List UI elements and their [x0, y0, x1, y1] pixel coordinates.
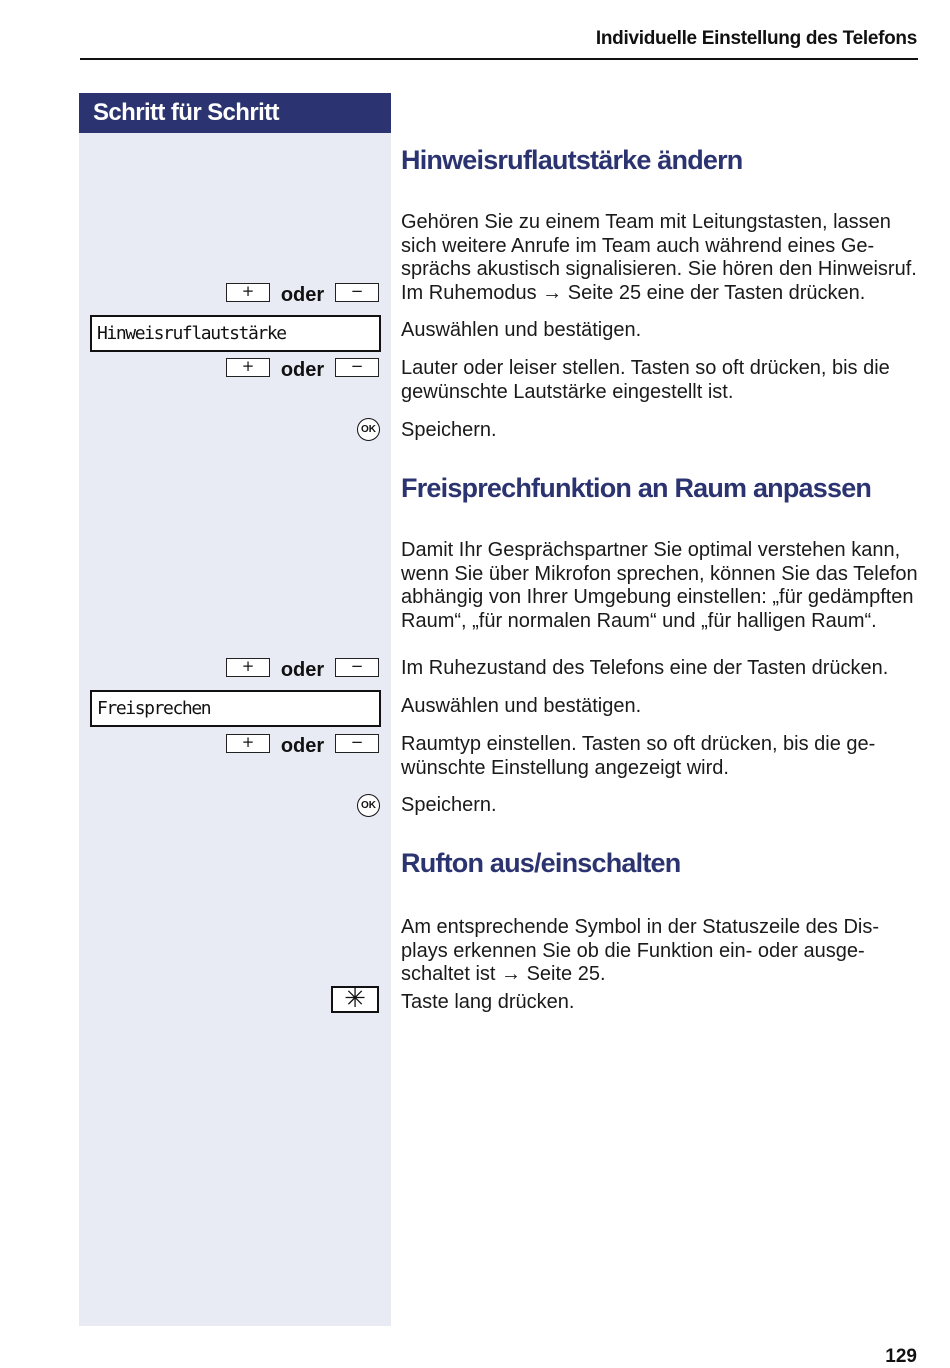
star-key-icon[interactable]: ✳	[331, 986, 379, 1013]
page-header-title: Individuelle Einstellung des Telefons	[595, 28, 917, 49]
minus-key-icon[interactable]: −	[335, 734, 379, 753]
minus-key-icon[interactable]: −	[335, 358, 379, 377]
or-label: oder	[280, 358, 325, 381]
or-label: oder	[280, 658, 325, 681]
step-text: Auswählen und bestätigen.	[401, 695, 642, 717]
step-text: Im Ruhezustand des Telefons eine der Tasten drücken.	[401, 657, 889, 679]
section-title-hinweisruf: Hinweisruflautstärke ändern	[401, 145, 743, 175]
header-rule	[80, 58, 918, 60]
plus-key-icon[interactable]: +	[226, 658, 270, 677]
sidebar-title: Schritt für Schritt	[79, 93, 391, 133]
plus-key-icon[interactable]: +	[226, 283, 270, 302]
section-title-freisprech: Freisprechfunktion an Raum anpassen	[401, 473, 872, 503]
step-text: Lauter oder leiser stellen. Tasten so oft drücken, bis die gewünschte Lautstärke eingestellt ist.	[401, 357, 890, 403]
section-title-rufton: Rufton aus/einschalten	[401, 848, 681, 878]
step-text: Speichern.	[401, 794, 497, 816]
or-label: oder	[280, 283, 325, 306]
ok-key-icon[interactable]: OK	[357, 418, 380, 441]
plus-key-icon[interactable]: +	[226, 734, 270, 753]
display-menu-item[interactable]: Freisprechen	[90, 690, 381, 727]
plus-minus-keys	[226, 656, 379, 681]
or-label: oder	[280, 734, 325, 757]
plus-minus-keys	[226, 732, 379, 757]
plus-minus-keys	[226, 281, 379, 306]
plus-key-icon[interactable]: +	[226, 358, 270, 377]
section-intro: Gehören Sie zu einem Team mit Leitungstasten, lassen sich weitere Anrufe im Team auch während eines Ge-sprächs akustisch signalisieren. Sie hören den Hinweisruf.	[401, 211, 917, 280]
display-menu-item[interactable]: Hinweisruflautstärke	[90, 315, 381, 352]
section-intro: Damit Ihr Gesprächspartner Sie optimal verstehen kann, wenn Sie über Mikrofon sprechen, können Sie das Telefon abhängig von Ihrer Umgebung einstellen: „für gedämpften Raum“, „für normalen Raum“ und „für halligen Raum“.	[401, 539, 918, 632]
step-text: Taste lang drücken.	[401, 991, 575, 1013]
step-text: Raumtyp einstellen. Tasten so oft drücken, bis die ge-wünschte Einstellung angezeigt wird.	[401, 733, 876, 779]
step-text: Speichern.	[401, 419, 497, 441]
minus-key-icon[interactable]: −	[335, 658, 379, 677]
section-intro: Am entsprechende Symbol in der Statuszeile des Dis-plays erkennen Sie ob die Funktion ein- oder ausge-schaltet ist → Seite 25.	[401, 916, 880, 985]
minus-key-icon[interactable]: −	[335, 283, 379, 302]
plus-minus-keys	[226, 356, 379, 381]
step-text: Im Ruhemodus → Seite 25 eine der Tasten drücken.	[401, 282, 866, 304]
page-number: 129	[885, 1346, 917, 1367]
step-text: Auswählen und bestätigen.	[401, 319, 642, 341]
ok-key-icon[interactable]: OK	[357, 794, 380, 817]
